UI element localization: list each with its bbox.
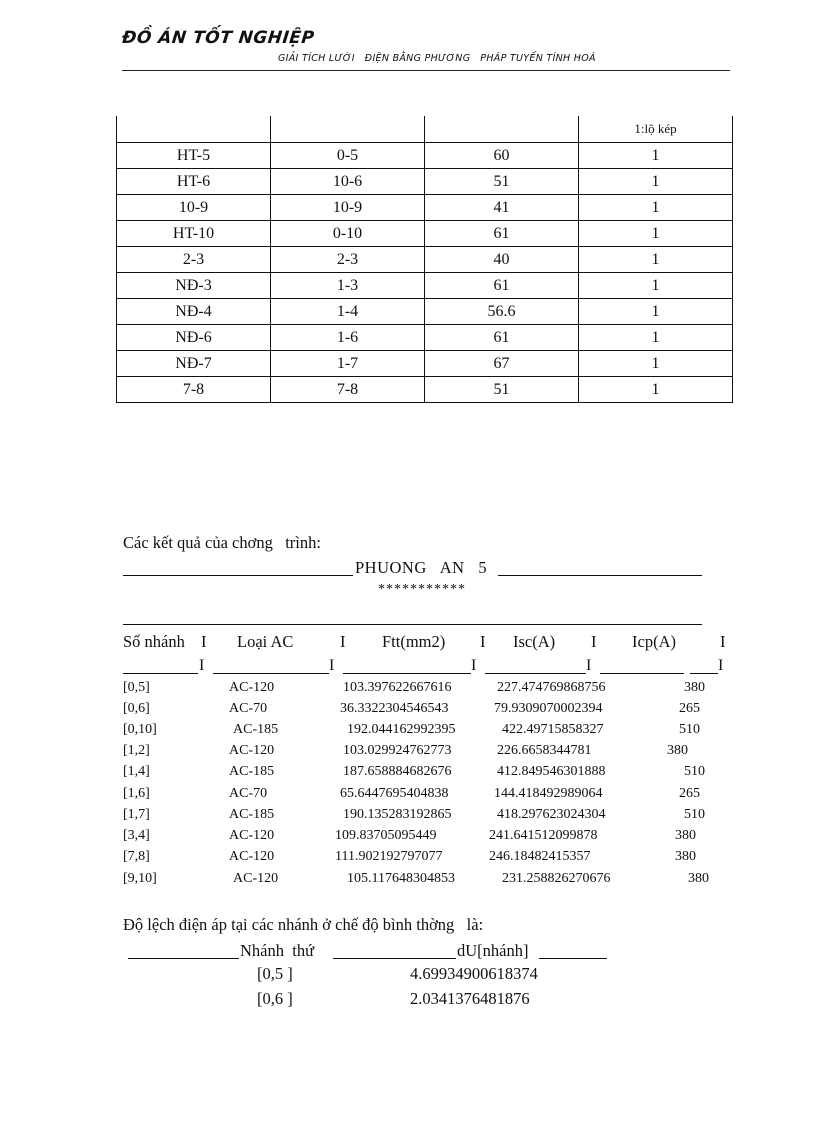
col-separator: I [201,632,207,651]
row-icp: 380 [684,680,705,695]
table-cell: HT-10 [117,221,271,247]
table-cell: 1-6 [271,325,425,351]
row-isc: 226.6658344781 [497,743,592,758]
rule [485,673,586,674]
col-separator: I [471,657,477,674]
table-cell: 0-10 [271,221,425,247]
deviation-col-branch: Nhánh thứ [240,941,315,960]
table-row [117,143,733,169]
row-branch: [1,7] [123,807,150,822]
col-header-type: Loại AC [237,632,294,651]
row-isc: 246.18482415357 [489,849,591,864]
row-ftt: 105.117648304853 [347,871,455,886]
table-cell: 1 [579,221,733,247]
table-cell: 1 [579,195,733,221]
table-cell: 61 [425,221,579,247]
table-row [117,325,733,351]
row-icp: 380 [688,871,709,886]
col-header-icp: Icp(A) [632,632,676,651]
table-cell: 1 [579,143,733,169]
table-cell: 0-5 [271,143,425,169]
row-ftt: 187.658884682676 [343,764,452,779]
table-cell: 10-9 [117,195,271,221]
rule [539,958,607,959]
row-isc: 422.49715858327 [502,722,604,737]
document-title: ĐỒ ÁN TỐT NGHIỆP [120,28,316,48]
row-isc: 144.418492989064 [494,786,603,801]
table-cell: NĐ-3 [117,273,271,299]
row-icp: 510 [684,807,705,822]
table-cell: 60 [425,143,579,169]
table-note: 1:lộ kép [579,116,733,143]
rule [343,673,471,674]
row-ftt: 65.6447695404838 [340,786,449,801]
row-branch: [9,10] [123,871,157,886]
row-isc: 412.849546301888 [497,764,606,779]
row-icp: 380 [675,849,696,864]
rule [123,575,353,576]
row-type: AC-70 [229,701,268,716]
table-row [117,116,733,143]
table-cell: 7-8 [271,377,425,403]
row-type: AC-120 [233,871,279,886]
table-row [117,221,733,247]
row-ftt: 109.83705095449 [335,828,437,843]
row-type: AC-185 [229,764,275,779]
col-separator: I [340,632,346,651]
table-cell: 1 [579,377,733,403]
row-icp: 265 [679,701,700,716]
table-row [117,195,733,221]
table-row [117,377,733,403]
deviation-branch: [0,5 ] [257,964,293,983]
document-subtitle: GIẢI TÍCH LƯỚI ĐIỆN BẰNG PHƯƠNG PHÁP TUYẾN TÍNH HOÁ [278,53,596,64]
row-ftt: 36.3322304546543 [340,701,449,716]
col-header-branch: Số nhánh [123,632,185,651]
table-row [117,169,733,195]
row-type: AC-120 [229,828,275,843]
table-cell: HT-6 [117,169,271,195]
table-cell: 2-3 [117,247,271,273]
deviation-value: 2.0341376481876 [410,989,530,1008]
rule [600,673,684,674]
rule [498,575,702,576]
table-cell: 1 [579,169,733,195]
table-cell: 10-9 [271,195,425,221]
header-rule [122,70,730,71]
row-type: AC-185 [233,722,279,737]
table-cell: 1 [579,299,733,325]
table-cell: NĐ-4 [117,299,271,325]
table-cell: 51 [425,169,579,195]
deviation-title: Độ lệch điện áp tại các nhánh ở chế độ bình thờng là: [123,915,484,934]
row-branch: [7,8] [123,849,150,864]
table-cell: 1-3 [271,273,425,299]
row-ftt: 103.029924762773 [343,743,452,758]
table-row [117,299,733,325]
rule [213,673,329,674]
table-cell [117,116,271,143]
col-separator: I [586,657,592,674]
table-cell: 1 [579,273,733,299]
row-type: AC-120 [229,743,275,758]
row-ftt: 103.397622667616 [343,680,452,695]
table-cell: 40 [425,247,579,273]
row-icp: 380 [667,743,688,758]
row-branch: [3,4] [123,828,150,843]
table-cell [425,116,579,143]
rule [690,673,718,674]
table-cell: 67 [425,351,579,377]
table-cell: NĐ-7 [117,351,271,377]
table-cell: 51 [425,377,579,403]
row-icp: 380 [675,828,696,843]
table-cell: 1 [579,325,733,351]
table-cell: 1 [579,351,733,377]
row-branch: [0,5] [123,680,150,695]
table-row [117,273,733,299]
branch-table [116,116,733,403]
row-isc: 241.641512099878 [489,828,598,843]
row-type: AC-120 [229,849,275,864]
deviation-col-du: dU[nhánh] [457,941,529,960]
rule [333,958,456,959]
row-ftt: 111.902192797077 [335,849,443,864]
stars-divider: *********** [378,582,466,597]
col-separator: I [591,632,597,651]
row-ftt: 192.044162992395 [347,722,456,737]
rule [123,673,198,674]
row-branch: [1,6] [123,786,150,801]
table-cell: HT-5 [117,143,271,169]
table-cell: 1-7 [271,351,425,377]
row-type: AC-70 [229,786,268,801]
rule [123,624,702,625]
row-isc: 231.258826270676 [502,871,611,886]
results-title: Các kết quả của chơng trình: [123,533,321,552]
row-icp: 510 [684,764,705,779]
table-cell: 1 [579,247,733,273]
row-branch: [0,6] [123,701,150,716]
table-cell: 10-6 [271,169,425,195]
col-separator: I [720,632,726,651]
row-isc: 79.9309070002394 [494,701,603,716]
table-row [117,247,733,273]
row-type: AC-120 [229,680,275,695]
row-isc: 418.297623024304 [497,807,606,822]
table-cell: 56.6 [425,299,579,325]
table-cell: 61 [425,273,579,299]
col-separator: I [718,657,724,674]
option-label: PHUONG AN 5 [355,558,488,577]
col-separator: I [480,632,486,651]
col-separator: I [199,657,205,674]
rule [128,958,239,959]
table-cell: 2-3 [271,247,425,273]
deviation-branch: [0,6 ] [257,989,293,1008]
row-isc: 227.474769868756 [497,680,606,695]
table-cell: 61 [425,325,579,351]
row-icp: 265 [679,786,700,801]
row-icp: 510 [679,722,700,737]
table-cell: 1-4 [271,299,425,325]
row-type: AC-185 [229,807,275,822]
table-cell: 7-8 [117,377,271,403]
col-separator: I [329,657,335,674]
row-branch: [0,10] [123,722,157,737]
col-header-ftt: Ftt(mm2) [382,632,446,651]
col-header-isc: Isc(A) [513,632,556,651]
table-row [117,351,733,377]
row-branch: [1,4] [123,764,150,779]
row-branch: [1,2] [123,743,150,758]
table-cell [271,116,425,143]
row-ftt: 190.135283192865 [343,807,452,822]
deviation-value: 4.69934900618374 [410,964,538,983]
table-cell: 41 [425,195,579,221]
table-cell: NĐ-6 [117,325,271,351]
